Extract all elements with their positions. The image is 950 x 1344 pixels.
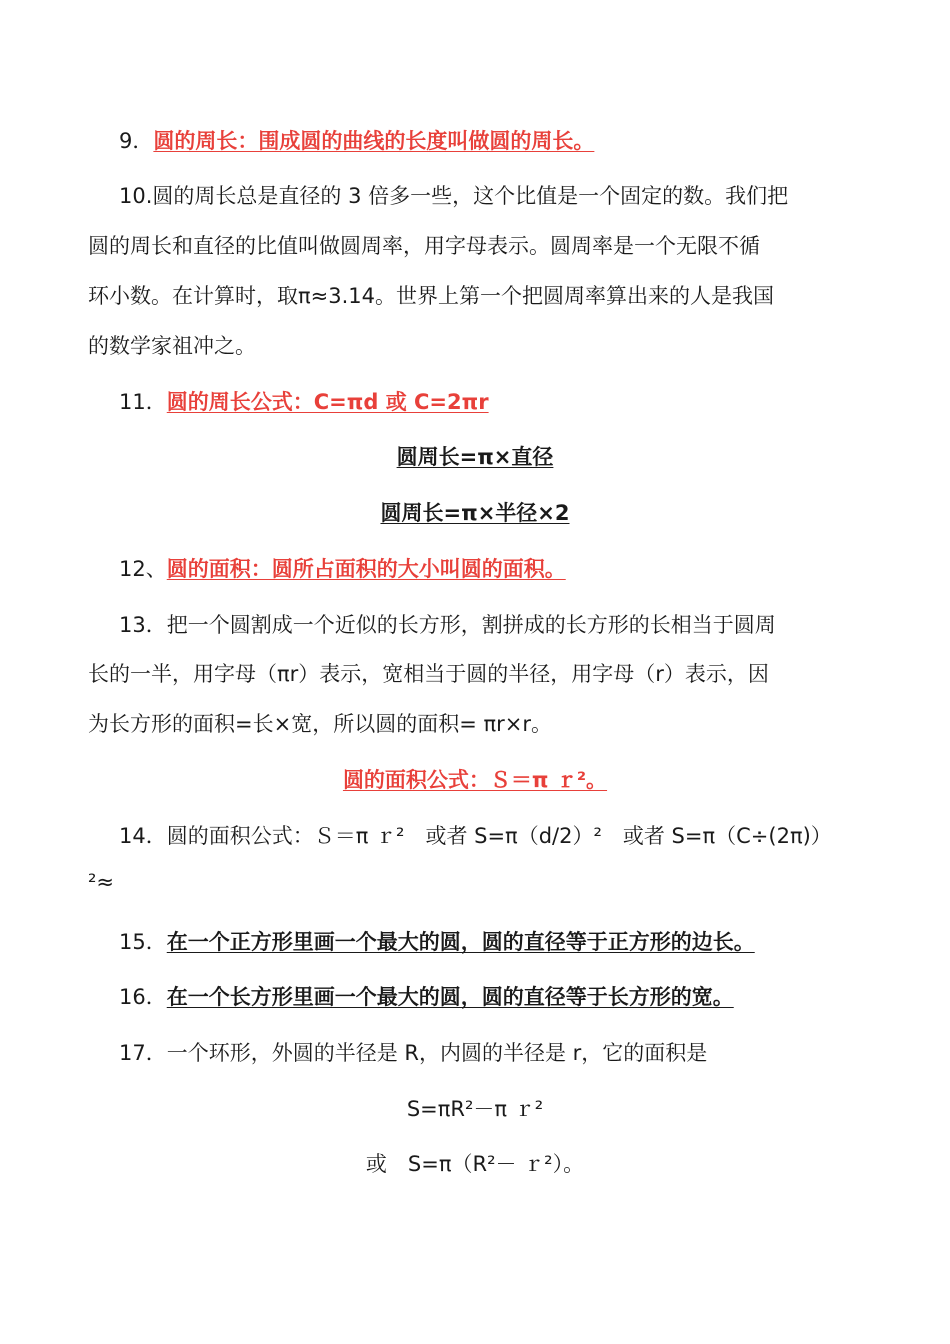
item-16-number: 16． <box>119 985 167 1009</box>
item-12-definition: 圆的面积：圆所占面积的大小叫圆的面积。 <box>166 557 566 581</box>
item-11-number: 11． <box>119 390 167 414</box>
item-11 <box>119 388 489 416</box>
item-14-line-1: 14．圆的面积公式：Ｓ＝π ｒ² 或者 S=π（d/2）² 或者 S=π（C÷(2π)） <box>119 824 832 848</box>
item-12-number: 12、 <box>119 557 167 581</box>
item-9 <box>119 127 594 155</box>
item-13-line-2: 长的一半，用字母（πr）表示，宽相当于圆的半径，用字母（r）表示，因 <box>88 662 769 686</box>
item-10-line-3: 环小数。在计算时，取π≈3.14。世界上第一个把圆周率算出来的人是我国 <box>88 284 774 308</box>
item-13-area-formula: 圆的面积公式：Ｓ＝π ｒ²。 <box>342 768 608 792</box>
item-9-number: 9． <box>119 129 154 153</box>
item-15-statement: 在一个正方形里画一个最大的圆，圆的直径等于正方形的边长。 <box>166 930 755 954</box>
item-9-definition: 圆的周长：围成圆的曲线的长度叫做圆的周长。 <box>153 129 595 153</box>
item-10-line-4: 的数学家祖冲之。 <box>88 334 256 358</box>
item-17-line: 17．一个环形，外圆的半径是 R，内圆的半径是 r，它的面积是 <box>119 1041 708 1065</box>
item-17-annulus-formula-1: S=πR²－π ｒ² <box>406 1097 544 1121</box>
item-15-number: 15． <box>119 930 167 954</box>
item-17-annulus-formula-2: 或 S=π（R²－ ｒ²）。 <box>365 1152 585 1176</box>
item-11-formula-radius: 圆周长=π×半径×2 <box>380 501 570 525</box>
item-16 <box>119 983 734 1011</box>
item-16-statement: 在一个长方形里画一个最大的圆，圆的直径等于长方形的宽。 <box>166 985 734 1009</box>
item-10-line-1: 10.圆的周长总是直径的 3 倍多一些，这个比值是一个固定的数。我们把 <box>119 184 789 208</box>
item-13-line-3: 为长方形的面积=长×宽，所以圆的面积= πr×r。 <box>88 712 552 736</box>
item-14-line-2: ²≈ <box>88 870 115 894</box>
item-13-line-1: 13．把一个圆割成一个近似的长方形，割拼成的长方形的长相当于圆周 <box>119 613 776 637</box>
item-12 <box>119 555 566 583</box>
item-15 <box>119 928 755 956</box>
item-11-formula-diameter: 圆周长=π×直径 <box>396 445 554 469</box>
item-11-perimeter-formula: 圆的周长公式：C=πd 或 C=2πr <box>166 390 489 414</box>
item-10-line-2: 圆的周长和直径的比值叫做圆周率，用字母表示。圆周率是一个无限不循 <box>88 234 760 258</box>
